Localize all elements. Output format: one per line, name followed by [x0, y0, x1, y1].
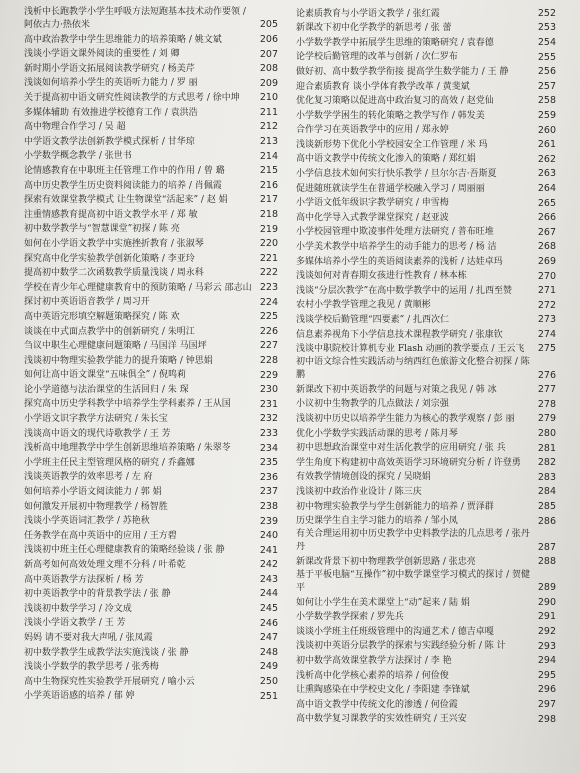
toc-entry-title: 高中物理合作学习 / 吴 超: [24, 122, 126, 133]
toc-entry: [24, 324, 278, 339]
toc-entry-page: 285: [537, 500, 556, 512]
toc-entry: [24, 441, 278, 456]
toc-entry-title: 浅谈初中班主任心理健康教育的策略经验谈 / 张 静: [24, 545, 225, 556]
toc-entry: [296, 485, 556, 500]
toc-entry-title: 小学数学教学探索 / 罗先兵: [296, 612, 404, 623]
toc-entry-page: 247: [259, 632, 278, 644]
toc-entry: [24, 266, 278, 281]
toc-entry-page: 234: [259, 442, 278, 454]
toc-entry-page: 238: [259, 500, 278, 512]
toc-entry: [296, 6, 556, 21]
toc-entry-page: 269: [537, 255, 556, 267]
toc-entry-page: 260: [537, 124, 556, 136]
toc-entry-title: 基于平板电脑“互操作”初中数学课堂学习模式的探讨 / 贺健平: [296, 569, 530, 594]
toc-entry-title: 如何培养小学语文阅读能力 / 郭 娟: [24, 487, 162, 498]
toc-entry: [24, 90, 278, 105]
toc-entry: [24, 674, 278, 689]
toc-entry-page: 219: [259, 223, 278, 235]
toc-entry: [296, 514, 556, 529]
toc-entry: [24, 120, 278, 135]
toc-entry-page: 271: [537, 285, 556, 297]
toc-entry-title: 谈谈在中式面点教学中的创新研究 / 朱明江: [24, 326, 195, 337]
toc-entry-page: 249: [259, 661, 278, 673]
toc-entry: [296, 356, 556, 382]
toc-entry: [24, 455, 278, 470]
toc-entry: [296, 683, 556, 698]
toc-entry: [24, 514, 278, 529]
toc-entry: [24, 222, 278, 237]
toc-entry-title: 注重情感教育提高初中语文教学水平 / 郑 敏: [24, 209, 198, 220]
toc-entry-page: 274: [537, 328, 556, 340]
toc-entry: [296, 528, 556, 554]
toc-entry-title: 高中数学复习课教学的实效性研究 / 王兴安: [296, 714, 467, 725]
toc-entry: [24, 47, 278, 62]
toc-entry: [296, 382, 556, 397]
toc-entry: [296, 108, 556, 123]
toc-entry-page: 277: [537, 384, 556, 396]
toc-entry-page: 295: [537, 669, 556, 681]
toc-entry-page: 251: [259, 690, 278, 702]
toc-entry: [24, 178, 278, 193]
toc-entry-page: 294: [537, 655, 556, 667]
toc-entry-title: 论素质教育与小学语文教学 / 张红霞: [296, 8, 440, 19]
toc-entry-page: 225: [259, 311, 278, 323]
toc-entry-page: 283: [537, 471, 556, 483]
toc-entry: [24, 470, 278, 485]
toc-entry-page: 289: [537, 582, 556, 594]
toc-entry: [296, 668, 556, 683]
toc-entry-page: 293: [537, 640, 556, 652]
toc-entry: [24, 382, 278, 397]
toc-entry-title: 小学语文识字教学方法研究 / 朱长宝: [24, 414, 168, 425]
toc-entry: [24, 295, 278, 310]
toc-entry: [296, 152, 556, 167]
toc-entry-page: 243: [259, 573, 278, 585]
toc-entry-page: 278: [537, 398, 556, 410]
toc-entry-title: 优化小学数学实践活动课的思考 / 陈月琴: [296, 428, 458, 439]
toc-entry-title: 小学信息技术如何实行快乐教学 / 旦尔尔吉·吾斯夏: [296, 169, 497, 180]
toc-left-column: [24, 6, 278, 703]
toc-entry-title: 优化复习策略以促进高中政治复习的高效 / 赵党仙: [296, 96, 494, 107]
toc-entry: [296, 712, 556, 727]
toc-entry-page: 272: [537, 299, 556, 311]
toc-entry-title: 浅谈初中数学学习 / 冷文成: [24, 603, 132, 614]
toc-entry: [296, 327, 556, 342]
toc-entry-page: 237: [259, 486, 278, 498]
toc-entry: [296, 123, 556, 138]
toc-entry-page: 286: [537, 515, 556, 527]
toc-entry: [296, 426, 556, 441]
toc-entry-page: 212: [259, 121, 278, 133]
toc-entry-title: 妈妈 请不要对我大声吼 / 张凤霞: [24, 632, 153, 643]
toc-entry: [296, 312, 556, 327]
toc-entry-title: 新课改背景下初中物理教学创新思路 / 张忠亮: [296, 556, 476, 567]
toc-entry: [24, 557, 278, 572]
toc-entry-page: 264: [537, 182, 556, 194]
toc-entry-title: 论情感教育在中职班主任管理工作中的作用 / 曾 璐: [24, 165, 225, 176]
toc-entry-page: 265: [537, 197, 556, 209]
toc-entry-page: 205: [259, 19, 278, 31]
toc-entry-title: 农村小学教学管理之我见 / 黄顺彬: [296, 300, 431, 311]
toc-entry-page: 248: [259, 646, 278, 658]
toc-entry-title: 合作学习在英语教学中的应用 / 郑永婷: [296, 125, 449, 136]
toc-entry: [24, 426, 278, 441]
toc-entry: [24, 689, 278, 704]
toc-entry-page: 216: [259, 179, 278, 191]
toc-entry-page: 254: [537, 37, 556, 49]
toc-entry-title: 新课改下初中化学教学的新思考 / 张 蕾: [296, 23, 452, 34]
toc-entry-page: 218: [259, 209, 278, 221]
toc-entry-page: 276: [537, 369, 556, 381]
toc-entry: [296, 210, 556, 225]
toc-entry-page: 288: [537, 556, 556, 568]
toc-entry: [24, 6, 278, 32]
toc-entry: [296, 569, 556, 595]
toc-entry-page: 224: [259, 296, 278, 308]
toc-entry-page: 209: [259, 77, 278, 89]
toc-entry: [296, 412, 556, 427]
toc-entry-page: 267: [537, 226, 556, 238]
toc-entry: [296, 64, 556, 79]
toc-entry: [24, 485, 278, 500]
toc-entry-page: 297: [537, 699, 556, 711]
toc-entry: [24, 163, 278, 178]
toc-entry-title: 浅谈英语教学的效率思考 / 左 府: [24, 472, 153, 483]
toc-entry-title: 小学班主任民主型管理风格的研究 / 乔鑫娜: [24, 457, 195, 468]
toc-entry-page: 231: [259, 398, 278, 410]
toc-entry-page: 236: [259, 471, 278, 483]
toc-entry-title: 任务教学在高中英语中的应用 / 王方碧: [24, 530, 177, 541]
toc-entry-page: 291: [537, 611, 556, 623]
toc-entry: [296, 298, 556, 313]
toc-entry-title: 新时期小学语文拓展阅读教学研究 / 杨美芹: [24, 63, 195, 74]
toc-entry-page: 255: [537, 51, 556, 63]
toc-entry: [296, 269, 556, 284]
toc-entry-title: 多媒体培养小学生的英语阅读素养的浅析 / 达娃卓玛: [296, 256, 503, 267]
toc-entry-title: 浅谈小学语文课外阅读的重要性 / 刘 卿: [24, 49, 180, 60]
toc-entry-title: 迎合素质教育 谈小学体育教学改革 / 黄斐斌: [296, 81, 470, 92]
toc-entry: [24, 32, 278, 47]
toc-entry-page: 282: [537, 457, 556, 469]
toc-entry-page: 287: [537, 541, 556, 553]
toc-entry-page: 275: [537, 343, 556, 355]
toc-entry-page: 298: [537, 713, 556, 725]
toc-entry-page: 263: [537, 168, 556, 180]
toc-entry: [24, 601, 278, 616]
toc-entry: [24, 76, 278, 91]
toc-entry: [24, 587, 278, 602]
toc-entry-title: 高中语文教学中传统文化渗入的策略 / 郑红娟: [296, 154, 476, 165]
toc-entry-page: 210: [259, 92, 278, 104]
toc-entry-page: 222: [259, 267, 278, 279]
toc-entry-page: 232: [259, 413, 278, 425]
toc-entry-title: 让熏陶感染在中学校史文化 / 李阳建 李锋斌: [296, 685, 470, 696]
toc-entry-title: 小议初中生物教学的几点做法 / 刘宗强: [296, 399, 449, 410]
toc-entry: [24, 251, 278, 266]
toc-entry-title: 高中生物探究性实验教学开展研究 / 喻小云: [24, 676, 195, 687]
toc-entry: [24, 207, 278, 222]
toc-entry: [296, 455, 556, 470]
toc-entry-page: 266: [537, 212, 556, 224]
toc-entry-title: 初中语文综合性实践活动与纳西红色旅游文化整合初探 / 陈 鹏: [296, 357, 530, 381]
toc-entry-title: 新课改下初中英语教学的问题与对策之我见 / 韩 冰: [296, 384, 497, 395]
toc-entry: [296, 225, 556, 240]
toc-entry: [24, 149, 278, 164]
toc-entry: [24, 353, 278, 368]
toc-entry: [296, 137, 556, 152]
toc-entry-title: 如何激发开展初中物理教学 / 杨智胜: [24, 501, 168, 512]
toc-entry: [296, 697, 556, 712]
toc-entry-title: 浅析高中化学核心素养的培养 / 何俭俊: [296, 670, 449, 681]
toc-entry: [296, 240, 556, 255]
toc-entry-page: 206: [259, 33, 278, 45]
toc-entry-page: 292: [537, 626, 556, 638]
toc-entry-title: 提高初中数学二次函数教学质量浅谈 / 周永科: [24, 268, 204, 279]
toc-entry: [296, 610, 556, 625]
toc-entry-title: 有效教学情境创设的探究 / 吴晓娟: [296, 472, 431, 483]
toc-entry-title: 谈谈小学班主任班级管理中的沟通艺术 / 德吉卓嘎: [296, 626, 494, 637]
toc-entry-page: 228: [259, 354, 278, 366]
toc-entry-title: 浅谈初中历史以培养学生能力为核心的教学观察 / 彭 丽: [296, 414, 515, 425]
toc-entry-title: 小学美术教学中培养学生的动手能力的思考 / 杨 洁: [296, 242, 497, 253]
toc-entry: [296, 21, 556, 36]
toc-entry-page: 229: [259, 369, 278, 381]
toc-entry: [24, 193, 278, 208]
toc-entry-title: 浅谈中职院校计算机专业 Flash 动画的教学要点 / 王云飞: [296, 344, 525, 355]
toc-entry-title: 浅谈新形势下优化小学校园安全工作管理 / 米 玛: [296, 139, 488, 150]
toc-entry-title: 多媒体辅助 有效推进学校德育工作 / 袁洪浩: [24, 107, 198, 118]
toc-entry-page: 250: [259, 676, 278, 688]
toc-entry: [24, 412, 278, 427]
toc-entry-page: 221: [259, 252, 278, 264]
toc-entry-page: 227: [259, 340, 278, 352]
toc-entry-title: 初中数学教学生成教学法实施浅谈 / 张 静: [24, 647, 189, 658]
toc-entry-page: 239: [259, 515, 278, 527]
toc-entry-page: 268: [537, 241, 556, 253]
toc-entry: [24, 616, 278, 631]
toc-entry-page: 207: [259, 48, 278, 60]
toc-entry: [24, 368, 278, 383]
toc-entry-title: 浅谈学校后勤管理“四要素” / 扎西次仁: [296, 315, 449, 326]
toc-entry-page: 245: [259, 603, 278, 615]
toc-entry-page: 273: [537, 314, 556, 326]
toc-entry: [24, 61, 278, 76]
toc-entry-title: 新高考如何高效处理文理不分科 / 叶希乾: [24, 560, 186, 571]
toc-entry-title: 高中化学导入式教学课堂探究 / 赵亚波: [296, 212, 449, 223]
toc-entry: [296, 342, 556, 357]
toc-entry-page: 213: [259, 136, 278, 148]
toc-entry-page: 220: [259, 238, 278, 250]
toc-entry-page: 280: [537, 427, 556, 439]
toc-entry: [24, 339, 278, 354]
toc-entry-page: 296: [537, 684, 556, 696]
toc-entry-page: 258: [537, 95, 556, 107]
toc-entry-title: 小学数学学困生的转化策略之教学写作 / 韩发美: [296, 110, 485, 121]
toc-entry-title: 探索有效课堂教学模式 让生物课堂“活起来” / 赵 娟: [24, 195, 228, 206]
toc-entry-title: 高中政治教学中学生思维能力的培养策略 / 姚文斌: [24, 34, 222, 45]
toc-entry: [296, 181, 556, 196]
toc-entry-title: 初中思想政治课堂中对生活化教学的应用研究 / 张 兵: [296, 443, 506, 454]
toc-entry-title: 如何让高中语文课堂“五味俱全” / 倪鸣莉: [24, 370, 186, 381]
toc-entry: [24, 236, 278, 251]
toc-entry-title: 小学校园管理中欺凌事件处理方法研究 / 普布旺堆: [296, 227, 494, 238]
toc-entry-title: 学生角度下构建初中高效英语学习环境研究分析 / 许登勇: [296, 457, 521, 468]
toc-entry-page: 252: [537, 7, 556, 19]
toc-entry: [296, 470, 556, 485]
toc-entry-page: 256: [537, 66, 556, 78]
toc-entry: [24, 105, 278, 120]
toc-entry-title: 小学数学概念教学 / 张世书: [24, 151, 132, 162]
toc-entry-title: 浅析高中地理教学中学生创新思维培养策略 / 朱翠苓: [24, 443, 231, 454]
toc-entry-title: 浅谈如何培养小学生的英语听力能力 / 罗 丽: [24, 78, 198, 89]
toc-entry-title: 浅谈“分层次教学”在高中数学教学中的运用 / 扎西至赞: [296, 285, 512, 296]
toc-entry: [24, 499, 278, 514]
toc-entry-title: 高中英语完形填空解题策略探究 / 陈 欢: [24, 311, 180, 322]
toc-entry: [296, 283, 556, 298]
toc-entry: [296, 35, 556, 50]
toc-entry-title: 浅谈高中语文的现代诗歌教学 / 王 芳: [24, 428, 171, 439]
toc-entry-title: 历史课学生自主学习能力的培养 / 邹小凤: [296, 516, 458, 527]
toc-entry: [296, 441, 556, 456]
toc-entry-page: 233: [259, 427, 278, 439]
toc-entry: [296, 196, 556, 211]
toc-entry-page: 215: [259, 165, 278, 177]
toc-entry-title: 高中历史教学生历史资料阅读能力的培养 / 肖佩霞: [24, 180, 222, 191]
toc-entry-title: 浅谈小学数学的教学思考 / 张秀梅: [24, 662, 159, 673]
toc-entry-title: 论学校后勤管理的改革与创新 / 次仁罗布: [296, 52, 458, 63]
toc-entry-title: 中学语文教学法创新教学模式探析 / 甘华琼: [24, 136, 195, 147]
toc-entry: [24, 134, 278, 149]
toc-entry-page: 241: [259, 544, 278, 556]
toc-entry-page: 211: [259, 106, 278, 118]
toc-entry-title: 小学语文低年级识字教学研究 / 申雪梅: [296, 198, 449, 209]
toc-entry-page: 257: [537, 80, 556, 92]
toc-entry-page: 240: [259, 530, 278, 542]
toc-entry: [24, 543, 278, 558]
toc-entry-page: 270: [537, 270, 556, 282]
toc-entry-title: 促进随班就读学生在普通学校融入学习 / 周丽丽: [296, 183, 485, 194]
toc-entry-title: 浅谈初中英语分层教学的探索与实践经验分析 / 陈 计: [296, 641, 506, 652]
toc-entry-page: 246: [259, 617, 278, 629]
toc-entry: [296, 595, 556, 610]
toc-entry-page: 261: [537, 139, 556, 151]
toc-entry-title: 浅谈小学语文教学 / 王 芳: [24, 618, 126, 629]
toc-entry: [24, 645, 278, 660]
toc-entry-title: 小学英语语感的培养 / 郁 婷: [24, 691, 135, 702]
toc-entry-page: 284: [537, 486, 556, 498]
toc-entry-title: 浅谈小学英语词汇教学 / 苏艳秋: [24, 516, 150, 527]
toc-entry: [24, 397, 278, 412]
toc-entry: [296, 254, 556, 269]
toc-entry: [296, 639, 556, 654]
toc-entry: [296, 624, 556, 639]
toc-entry-page: 279: [537, 413, 556, 425]
toc-entry: [296, 50, 556, 65]
toc-entry-page: 226: [259, 325, 278, 337]
toc-entry-title: 浅谈初中物理实验教学能力的提升策略 / 钟思娟: [24, 355, 213, 366]
toc-entry-title: 浅析中长跑教学小学生呼吸方法短跑基本技术动作要领 / 阿依古力·热依米: [24, 7, 246, 31]
toc-entry: [24, 280, 278, 295]
toc-entry-title: 探讨初中英语语音教学 / 周习开: [24, 297, 150, 308]
toc-entry-title: 有关合理运用初中历史教学中史料教学法的几点思考 / 张丹丹: [296, 529, 530, 553]
toc-entry: [296, 94, 556, 109]
toc-entry-title: 学校在青少年心理健康教育中的预防策略 / 马彩云 邵志山: [24, 282, 252, 293]
toc-entry: [296, 167, 556, 182]
toc-entry-page: 281: [537, 442, 556, 454]
toc-entry-page: 262: [537, 153, 556, 165]
toc-entry-page: 214: [259, 150, 278, 162]
toc-entry-title: 刍议中职生心理健康问题策略 / 马国洋 马国坪: [24, 341, 207, 352]
toc-entry-title: 信息素养视角下小学信息技术课程教学研究 / 张康钦: [296, 329, 503, 340]
toc-entry: [24, 309, 278, 324]
toc-entry-title: 关于提高初中语文研究性阅读教学的方式思考 / 徐中坤: [24, 93, 240, 104]
toc-entry-title: 浅谈如何对青春期女孩进行性教育 / 林本栋: [296, 271, 467, 282]
toc-entry: [24, 630, 278, 645]
toc-entry: [296, 397, 556, 412]
toc-entry-title: 高中语文教学中传统文化的渗透 / 何俭霞: [296, 699, 458, 710]
toc-entry-page: 223: [259, 282, 278, 294]
toc-entry-page: 244: [259, 588, 278, 600]
toc-right-column: [296, 6, 556, 726]
toc-entry-title: 探究高中历史学科教学中培养学生学科素养 / 王从国: [24, 399, 231, 410]
toc-entry-page: 217: [259, 194, 278, 206]
toc-entry-page: 208: [259, 63, 278, 75]
toc-entry: [296, 79, 556, 94]
toc-entry-title: 如何让小学生在美术课堂上“动”起来 / 陆 娟: [296, 597, 470, 608]
toc-entry-page: 230: [259, 384, 278, 396]
toc-entry-title: 如何在小学语文教学中实施挫折教育 / 张淑琴: [24, 238, 204, 249]
toc-entry: [296, 653, 556, 668]
toc-entry-title: 初中数学教学与“智慧课堂”初探 / 陈 亮: [24, 224, 180, 235]
toc-entry-title: 小学数学教学中拓展学生思维的策略研究 / 袁春德: [296, 37, 494, 48]
toc-entry-title: 浅谈初中政治作业设计 / 陈三庆: [296, 487, 422, 498]
toc-entry-page: 235: [259, 457, 278, 469]
toc-entry: [296, 499, 556, 514]
toc-entry: [24, 660, 278, 675]
toc-entry-page: 290: [537, 596, 556, 608]
toc-entry: [24, 572, 278, 587]
toc-entry-title: 做好初、高中数学教学衔接 提高学生数学能力 / 王 静: [296, 66, 509, 77]
toc-entry-title: 高中英语教学方法探析 / 杨 芳: [24, 574, 144, 585]
toc-entry-page: 259: [537, 109, 556, 121]
toc-entry-page: 253: [537, 22, 556, 34]
toc-entry-title: 初中物理实验教学与学生创新能力的培养 / 贾泽群: [296, 501, 494, 512]
toc-entry: [296, 554, 556, 569]
toc-entry-title: 论小学道德与法治课堂的生活回归 / 朱 琛: [24, 384, 189, 395]
toc-entry-title: 探究高中化学实验教学创新化策略 / 李亚玲: [24, 253, 195, 264]
toc-entry-title: 初中数学高效课堂教学方法探讨 / 李 艳: [296, 655, 452, 666]
toc-entry-title: 初中英语教学中的背景教学法 / 张 静: [24, 589, 171, 600]
toc-entry: [24, 528, 278, 543]
toc-entry-page: 242: [259, 559, 278, 571]
